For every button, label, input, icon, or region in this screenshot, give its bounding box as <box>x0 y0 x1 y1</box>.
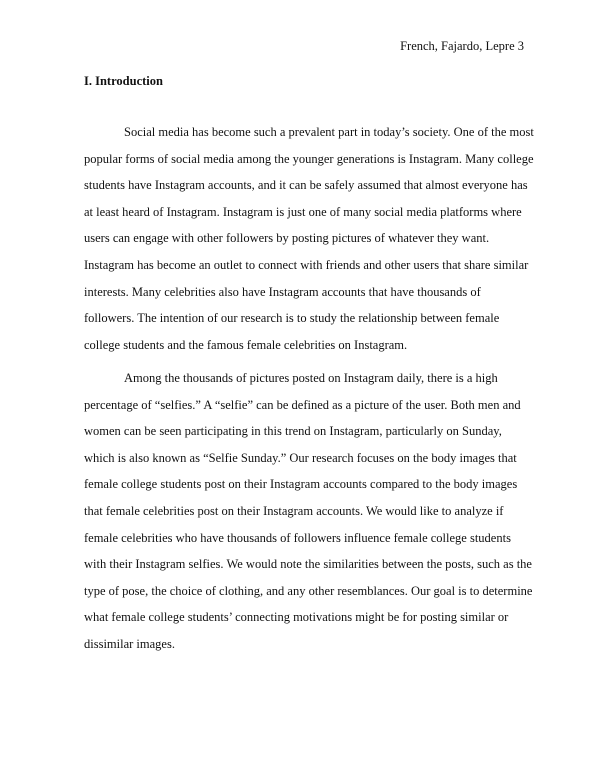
paragraph-line: Instagram has become an outlet to connect with friends and other users that share similar <box>84 257 529 272</box>
paragraph-line: women can be seen participating in this trend on Instagram, particularly on Sunday, <box>84 424 502 439</box>
paragraph-line: college students and the famous female celebrities on Instagram. <box>84 337 408 352</box>
running-head: French, Fajardo, Lepre 3 <box>400 39 524 53</box>
paragraph-line: female college students post on their Instagram accounts compared to the body images <box>84 477 518 492</box>
paragraph-line: users can engage with other followers by posting pictures of whatever they want. <box>84 231 490 246</box>
paragraph-line: followers. The intention of our research is to study the relationship between female <box>84 311 500 326</box>
paragraph-line: interests. Many celebrities also have Instagram accounts that have thousands of <box>84 284 481 299</box>
paragraph-2 <box>84 365 533 658</box>
paragraph-line: at least heard of Instagram. Instagram is just one of many social media platforms where <box>84 204 522 219</box>
paragraph-line: type of pose, the choice of clothing, and any other resemblances. Our goal is to determine <box>84 583 533 598</box>
paragraph-line: Among the thousands of pictures posted on Instagram daily, there is a high <box>124 371 498 385</box>
paragraph-line: percentage of “selfies.” A “selfie” can be defined as a picture of the user. Both men and <box>84 397 521 412</box>
paragraph-line: dissimilar images. <box>84 636 175 651</box>
paragraph-line: Social media has become such a prevalent part in today’s society. One of the most <box>124 125 534 139</box>
paragraph-line: which is also known as “Selfie Sunday.” Our research focuses on the body images that <box>84 450 517 465</box>
paragraph-line: students have Instagram accounts, and it can be safely assumed that almost everyone has <box>84 178 528 193</box>
paragraph-line: what female college students’ connecting motivations might be for posting similar or <box>84 610 509 625</box>
paragraph-line: with their Instagram selfies. We would note the similarities between the posts, such as the <box>84 557 532 572</box>
paragraph-1 <box>84 119 534 358</box>
paragraph-line: popular forms of social media among the younger generations is Instagram. Many college <box>84 151 534 166</box>
paragraph-line: that female celebrities post on their Instagram accounts. We would like to analyze if <box>84 503 504 518</box>
section-heading: I. Introduction <box>84 74 163 88</box>
paragraph-line: female celebrities who have thousands of followers influence female college students <box>84 530 511 545</box>
